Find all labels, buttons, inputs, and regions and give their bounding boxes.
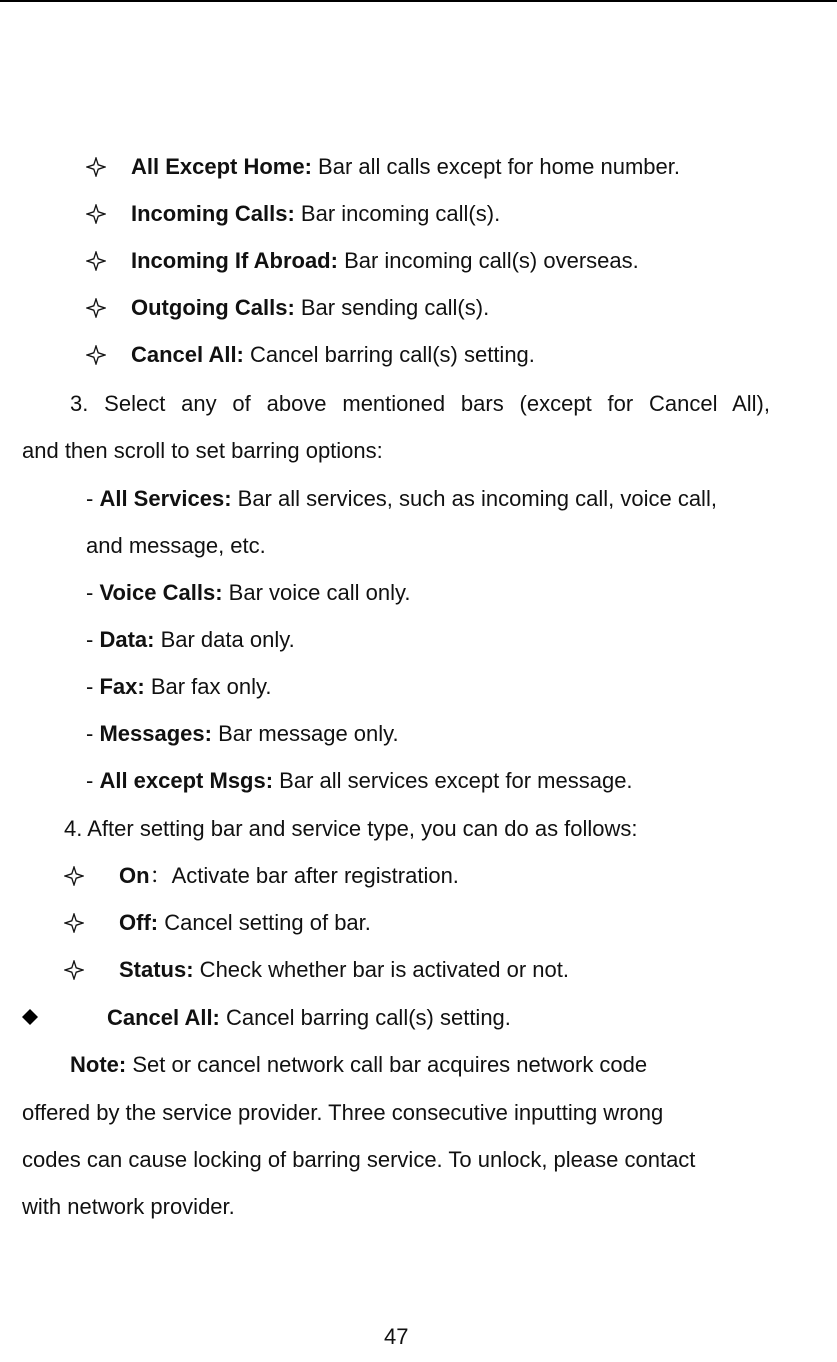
bar-option-term: Incoming If Abroad: <box>131 248 338 273</box>
bar-option-desc: Cancel barring call(s) setting. <box>243 342 535 367</box>
action-desc: Check whether bar is activated or not. <box>193 957 569 982</box>
bar-option-term: Incoming Calls: <box>131 201 295 226</box>
service-option-data <box>86 626 295 654</box>
star-bullet-icon <box>64 960 84 980</box>
star-bullet-icon <box>64 866 84 886</box>
top-rule <box>0 0 837 2</box>
bar-option-cancel-all <box>131 341 535 369</box>
service-option-all-except-msgs <box>86 767 633 795</box>
cancel-all-term: Cancel All: <box>107 1005 220 1030</box>
step3-line2: and then scroll to set barring options: <box>22 438 383 463</box>
service-option-desc: Bar fax only. <box>144 674 272 699</box>
action-off <box>119 909 371 937</box>
star-bullet-icon <box>86 298 106 318</box>
bar-option-desc: Bar incoming call(s). <box>294 201 501 226</box>
service-option-continuation: and message, etc. <box>86 533 266 558</box>
service-option-term: Fax: <box>99 674 145 699</box>
service-option-term: Messages: <box>99 721 212 746</box>
service-option-prefix: - <box>86 486 100 511</box>
bar-option-term: Outgoing Calls: <box>131 295 295 320</box>
page-number: 47 <box>384 1324 409 1349</box>
bar-option-term: Cancel All: <box>131 342 244 367</box>
action-term: On <box>119 863 150 888</box>
service-option-messages <box>86 720 399 748</box>
action-desc: ：Activate bar after registration. <box>149 863 459 888</box>
service-option-desc: Bar data only. <box>154 627 295 652</box>
service-option-voice-calls <box>86 579 410 607</box>
star-bullet-icon <box>86 157 106 177</box>
diamond-bullet-icon <box>22 1009 38 1025</box>
service-option-prefix: - <box>86 580 100 605</box>
cancel-all-bullet <box>107 1004 511 1032</box>
step3-line1: 3. Select any of above mentioned bars (except for Cancel All), <box>70 391 770 416</box>
cancel-all-desc: Cancel barring call(s) setting. <box>219 1005 511 1030</box>
bar-option-incoming-calls <box>131 200 500 228</box>
note-line4: with network provider. <box>22 1194 235 1219</box>
service-option-desc: Bar all services except for message. <box>273 768 633 793</box>
note-term: Note: <box>70 1052 127 1077</box>
service-option-term: Voice Calls: <box>99 580 223 605</box>
service-option-fax <box>86 673 271 701</box>
service-option-desc: Bar voice call only. <box>222 580 411 605</box>
bar-option-all-except-home <box>131 153 680 181</box>
bar-option-incoming-if-abroad <box>131 247 639 275</box>
service-option-term: Data: <box>99 627 155 652</box>
star-bullet-icon <box>86 204 106 224</box>
service-option-term: All except Msgs: <box>99 768 274 793</box>
note-line2: offered by the service provider. Three consecutive inputting wrong <box>22 1100 664 1125</box>
bar-option-desc: Bar incoming call(s) overseas. <box>337 248 639 273</box>
action-status <box>119 956 569 984</box>
service-option-desc: Bar all services, such as incoming call, voice call, <box>231 486 717 511</box>
note-line3: codes can cause locking of barring service. To unlock, please contact <box>22 1147 696 1172</box>
service-option-term: All Services: <box>99 486 232 511</box>
bar-option-outgoing-calls <box>131 294 489 322</box>
action-term: Status: <box>119 957 194 982</box>
bar-option-desc: Bar all calls except for home number. <box>311 154 680 179</box>
service-option-prefix: - <box>86 674 100 699</box>
action-term: Off: <box>119 910 159 935</box>
service-option-desc: Bar message only. <box>211 721 399 746</box>
service-option-all-services <box>86 485 717 513</box>
bar-option-term: All Except Home: <box>131 154 312 179</box>
service-option-prefix: - <box>86 768 100 793</box>
note-text: Set or cancel network call bar acquires network code <box>126 1052 648 1077</box>
bar-option-desc: Bar sending call(s). <box>294 295 490 320</box>
action-desc: Cancel setting of bar. <box>158 910 371 935</box>
service-option-prefix: - <box>86 721 100 746</box>
star-bullet-icon <box>86 345 106 365</box>
star-bullet-icon <box>86 251 106 271</box>
step4-text: 4. After setting bar and service type, you can do as follows: <box>64 816 638 841</box>
action-on <box>119 862 459 890</box>
note-line1 <box>70 1051 647 1079</box>
service-option-prefix: - <box>86 627 100 652</box>
star-bullet-icon <box>64 913 84 933</box>
